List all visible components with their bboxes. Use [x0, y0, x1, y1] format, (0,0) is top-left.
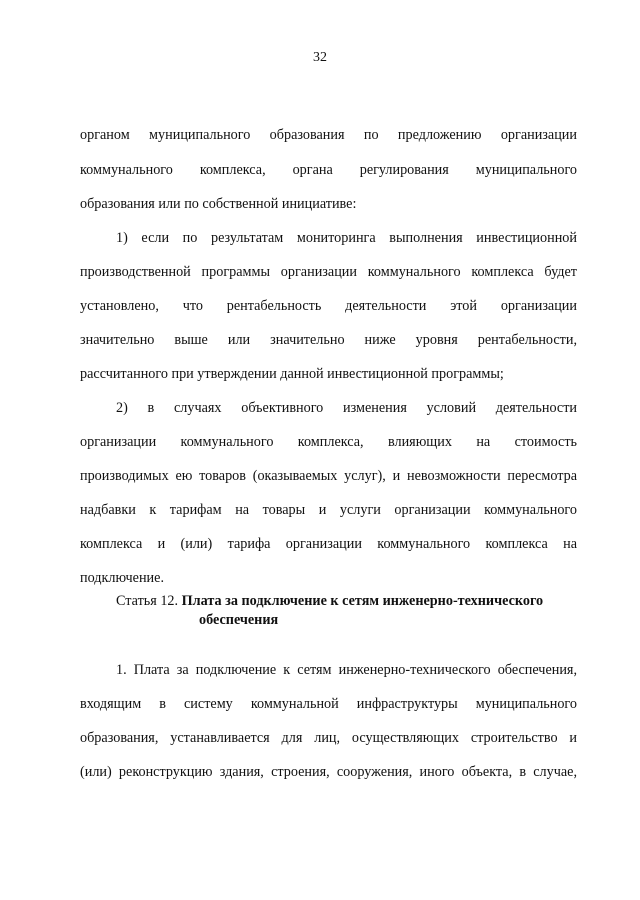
text-line: 2) в случаях объективного изменения условий деятельности	[116, 400, 577, 416]
text-line: коммунального комплекса, органа регулирования муниципального	[80, 162, 577, 178]
text-line: организации коммунального комплекса, влияющих на стоимость	[80, 434, 577, 450]
text-line: рассчитанного при утверждении данной инвестиционной программы;	[80, 366, 504, 382]
text-line: значительно выше или значительно ниже уровня рентабельности,	[80, 332, 577, 348]
text-line: производственной программы организации коммунального комплекса будет	[80, 264, 577, 280]
text-line: установлено, что рентабельность деятельности этой организации	[80, 298, 577, 314]
text-line: 1. Плата за подключение к сетям инженерно-технического обеспечения,	[116, 662, 577, 678]
text-line: 1) если по результатам мониторинга выполнения инвестиционной	[116, 230, 577, 246]
text-line: органом муниципального образования по предложению организации	[80, 127, 577, 143]
article-title: Плата за подключение к сетям инженерно-технического	[181, 593, 544, 609]
article-heading	[116, 592, 543, 610]
text-line: (или) реконструкцию здания, строения, сооружения, иного объекта, в случае,	[80, 764, 577, 780]
article-title-continuation: обеспечения	[199, 612, 279, 628]
article-label: Статья 12.	[116, 593, 179, 609]
text-line: подключение.	[80, 570, 164, 586]
text-line: комплекса и (или) тарифа организации коммунального комплекса на	[80, 536, 577, 552]
text-line: надбавки к тарифам на товары и услуги организации коммунального	[80, 502, 577, 518]
page-number: 32	[313, 50, 327, 65]
text-line: входящим в систему коммунальной инфраструктуры муниципального	[80, 696, 577, 712]
text-line: образования или по собственной инициативе:	[80, 196, 357, 212]
text-line: образования, устанавливается для лиц, осуществляющих строительство и	[80, 730, 577, 746]
text-line: производимых ею товаров (оказываемых услуг), и невозможности пересмотра	[80, 468, 577, 484]
